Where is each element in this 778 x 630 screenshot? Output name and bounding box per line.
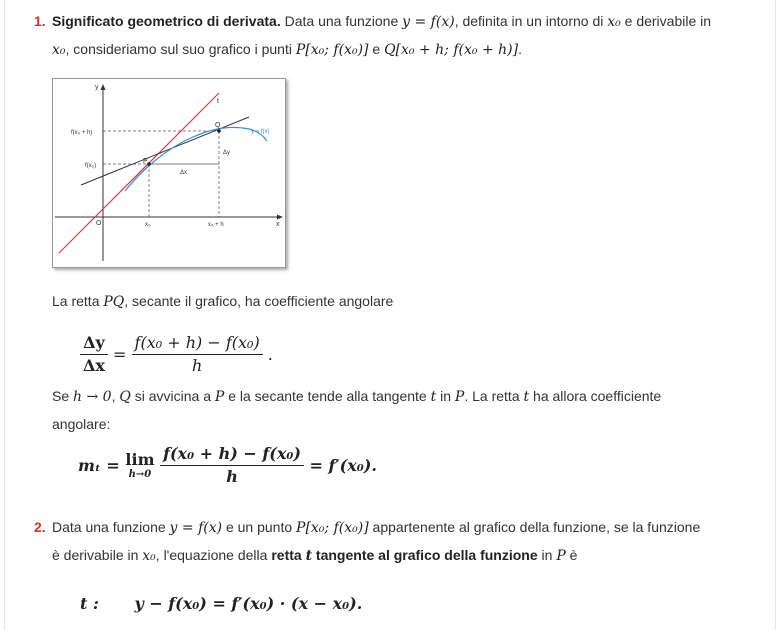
frac-difference-quotient bbox=[132, 332, 263, 377]
label-x0: x₀ bbox=[145, 222, 151, 228]
point-q bbox=[217, 129, 221, 133]
item2-math-f: P bbox=[556, 548, 566, 564]
point-p bbox=[147, 162, 151, 166]
para2-text-b: , bbox=[111, 388, 120, 404]
item2-text-f: in bbox=[537, 547, 557, 563]
para1-math-a: PQ bbox=[103, 294, 125, 310]
para1-text-a: La retta bbox=[52, 293, 104, 309]
para1-text-b: , secante il grafico, ha coefficiente angolare bbox=[124, 293, 394, 309]
para2-math-e: P bbox=[454, 389, 465, 405]
x-axis-arrow bbox=[277, 215, 283, 220]
item1-math-a: y = f(x) bbox=[402, 14, 455, 30]
para2-math-d: t bbox=[430, 389, 437, 405]
item1-text-c: e derivabile in bbox=[620, 13, 712, 29]
label-p: P bbox=[143, 158, 148, 165]
label-dy: Δy bbox=[223, 150, 231, 156]
eq1-equals: = bbox=[113, 345, 127, 364]
eq1-num-r: f(x₀ + h) − f(x₀) bbox=[132, 332, 263, 355]
item2-text-c: appartenente al grafico della funzione, se la funzione bbox=[368, 519, 701, 535]
label-t: t bbox=[217, 98, 219, 105]
equation-tangent-slope bbox=[78, 443, 377, 488]
label-o: O bbox=[96, 220, 102, 227]
item2-math-d: x₀ bbox=[142, 548, 156, 564]
eq2-den: h bbox=[226, 467, 238, 486]
label-curve: y = f(x) bbox=[251, 129, 270, 135]
para2-line1 bbox=[52, 386, 661, 407]
frac-dy-dx bbox=[80, 332, 108, 377]
para2-text-d: e la secante tende alla tangente bbox=[224, 388, 431, 404]
item1-title: Significato geometrico di derivata. bbox=[52, 13, 281, 29]
item2-math-b: P[x₀; f(x₀)] bbox=[296, 520, 369, 536]
para2-line2: angolare: bbox=[52, 416, 111, 432]
item2-text-d: è derivabile in bbox=[52, 547, 143, 563]
eq1-end: . bbox=[267, 345, 273, 364]
item1-text-b: , definita in un intorno di bbox=[454, 13, 608, 29]
para2-text-f: . La retta bbox=[464, 388, 524, 404]
eq2-rhs: = f′(x₀). bbox=[309, 456, 377, 475]
item1-line2 bbox=[52, 39, 522, 60]
item-number-2: 2. bbox=[34, 519, 46, 535]
item1-text-f: . bbox=[518, 41, 522, 57]
eq2-lhs: mₜ = bbox=[78, 456, 120, 475]
eq3-lhs: t : bbox=[80, 594, 99, 613]
eq1-den-l: Δx bbox=[83, 356, 105, 375]
para2-text-a: Se bbox=[52, 388, 74, 404]
para2-math-b: Q bbox=[119, 389, 131, 405]
para2-math-c: P bbox=[214, 389, 225, 405]
item2-math-e: t bbox=[305, 548, 313, 564]
derivative-figure bbox=[52, 78, 286, 268]
para2-math-a: h → 0 bbox=[73, 389, 112, 405]
tangent-line bbox=[59, 93, 219, 253]
item1-line1 bbox=[52, 11, 711, 32]
item1-math-c: x₀ bbox=[52, 42, 66, 58]
item2-line1 bbox=[52, 517, 700, 538]
item2-bold-f: tangente al grafico della funzione bbox=[312, 547, 538, 563]
item2-text-e: , l'equazione della bbox=[155, 547, 272, 563]
item1-math-d: P[x₀; f(x₀)] bbox=[295, 42, 369, 58]
label-y: y bbox=[95, 84, 99, 91]
item2-bold-e: retta bbox=[271, 547, 306, 563]
para2-math-f: t bbox=[523, 389, 530, 405]
label-x0h: x₀ + h bbox=[208, 222, 224, 228]
item1-text-e: e bbox=[368, 41, 385, 57]
eq1-den-r: h bbox=[191, 356, 203, 375]
eq3-rhs: y − f(x₀) = f′(x₀) · (x − x₀). bbox=[134, 594, 363, 613]
item-number-1: 1. bbox=[34, 13, 46, 29]
item1-text-d: , consideriamo sul suo grafico i punti bbox=[65, 41, 296, 57]
item2-text-b: e un punto bbox=[222, 519, 297, 535]
para1 bbox=[52, 291, 393, 312]
eq2-lim-sub: h→0 bbox=[128, 468, 152, 480]
para2-text-e: in bbox=[436, 388, 455, 404]
equation-tangent-line bbox=[80, 594, 362, 613]
item1-math-b: x₀ bbox=[607, 14, 621, 30]
item2-line2 bbox=[52, 545, 577, 566]
eq2-fraction bbox=[160, 443, 304, 488]
para2-text-g: ha allora coefficiente bbox=[529, 388, 662, 404]
item1-text-a: Data una funzione bbox=[280, 13, 403, 29]
label-fx0: f(x₀) bbox=[85, 163, 97, 169]
para2-text-c: si avvicina a bbox=[130, 388, 215, 404]
equation-secant-slope bbox=[80, 332, 273, 377]
item1-math-e: Q[x₀ + h; f(x₀ + h)] bbox=[384, 42, 519, 58]
eq2-num: f(x₀ + h) − f(x₀) bbox=[160, 443, 304, 466]
y-axis-arrow bbox=[101, 84, 106, 90]
item2-text-g: è bbox=[565, 547, 578, 563]
label-dx: Δx bbox=[180, 170, 188, 176]
derivative-graph bbox=[53, 79, 285, 267]
eq2-limit bbox=[125, 451, 154, 481]
item2-text-a: Data una funzione bbox=[52, 519, 170, 535]
item2-math-a: y = f(x) bbox=[169, 520, 223, 536]
eq1-num-l: Δy bbox=[80, 332, 108, 355]
label-fx0h: f(x₀ + h) bbox=[71, 130, 93, 136]
eq2-lim-word: lim bbox=[125, 449, 155, 469]
label-x: x bbox=[276, 221, 280, 228]
label-q: Q bbox=[215, 122, 221, 129]
